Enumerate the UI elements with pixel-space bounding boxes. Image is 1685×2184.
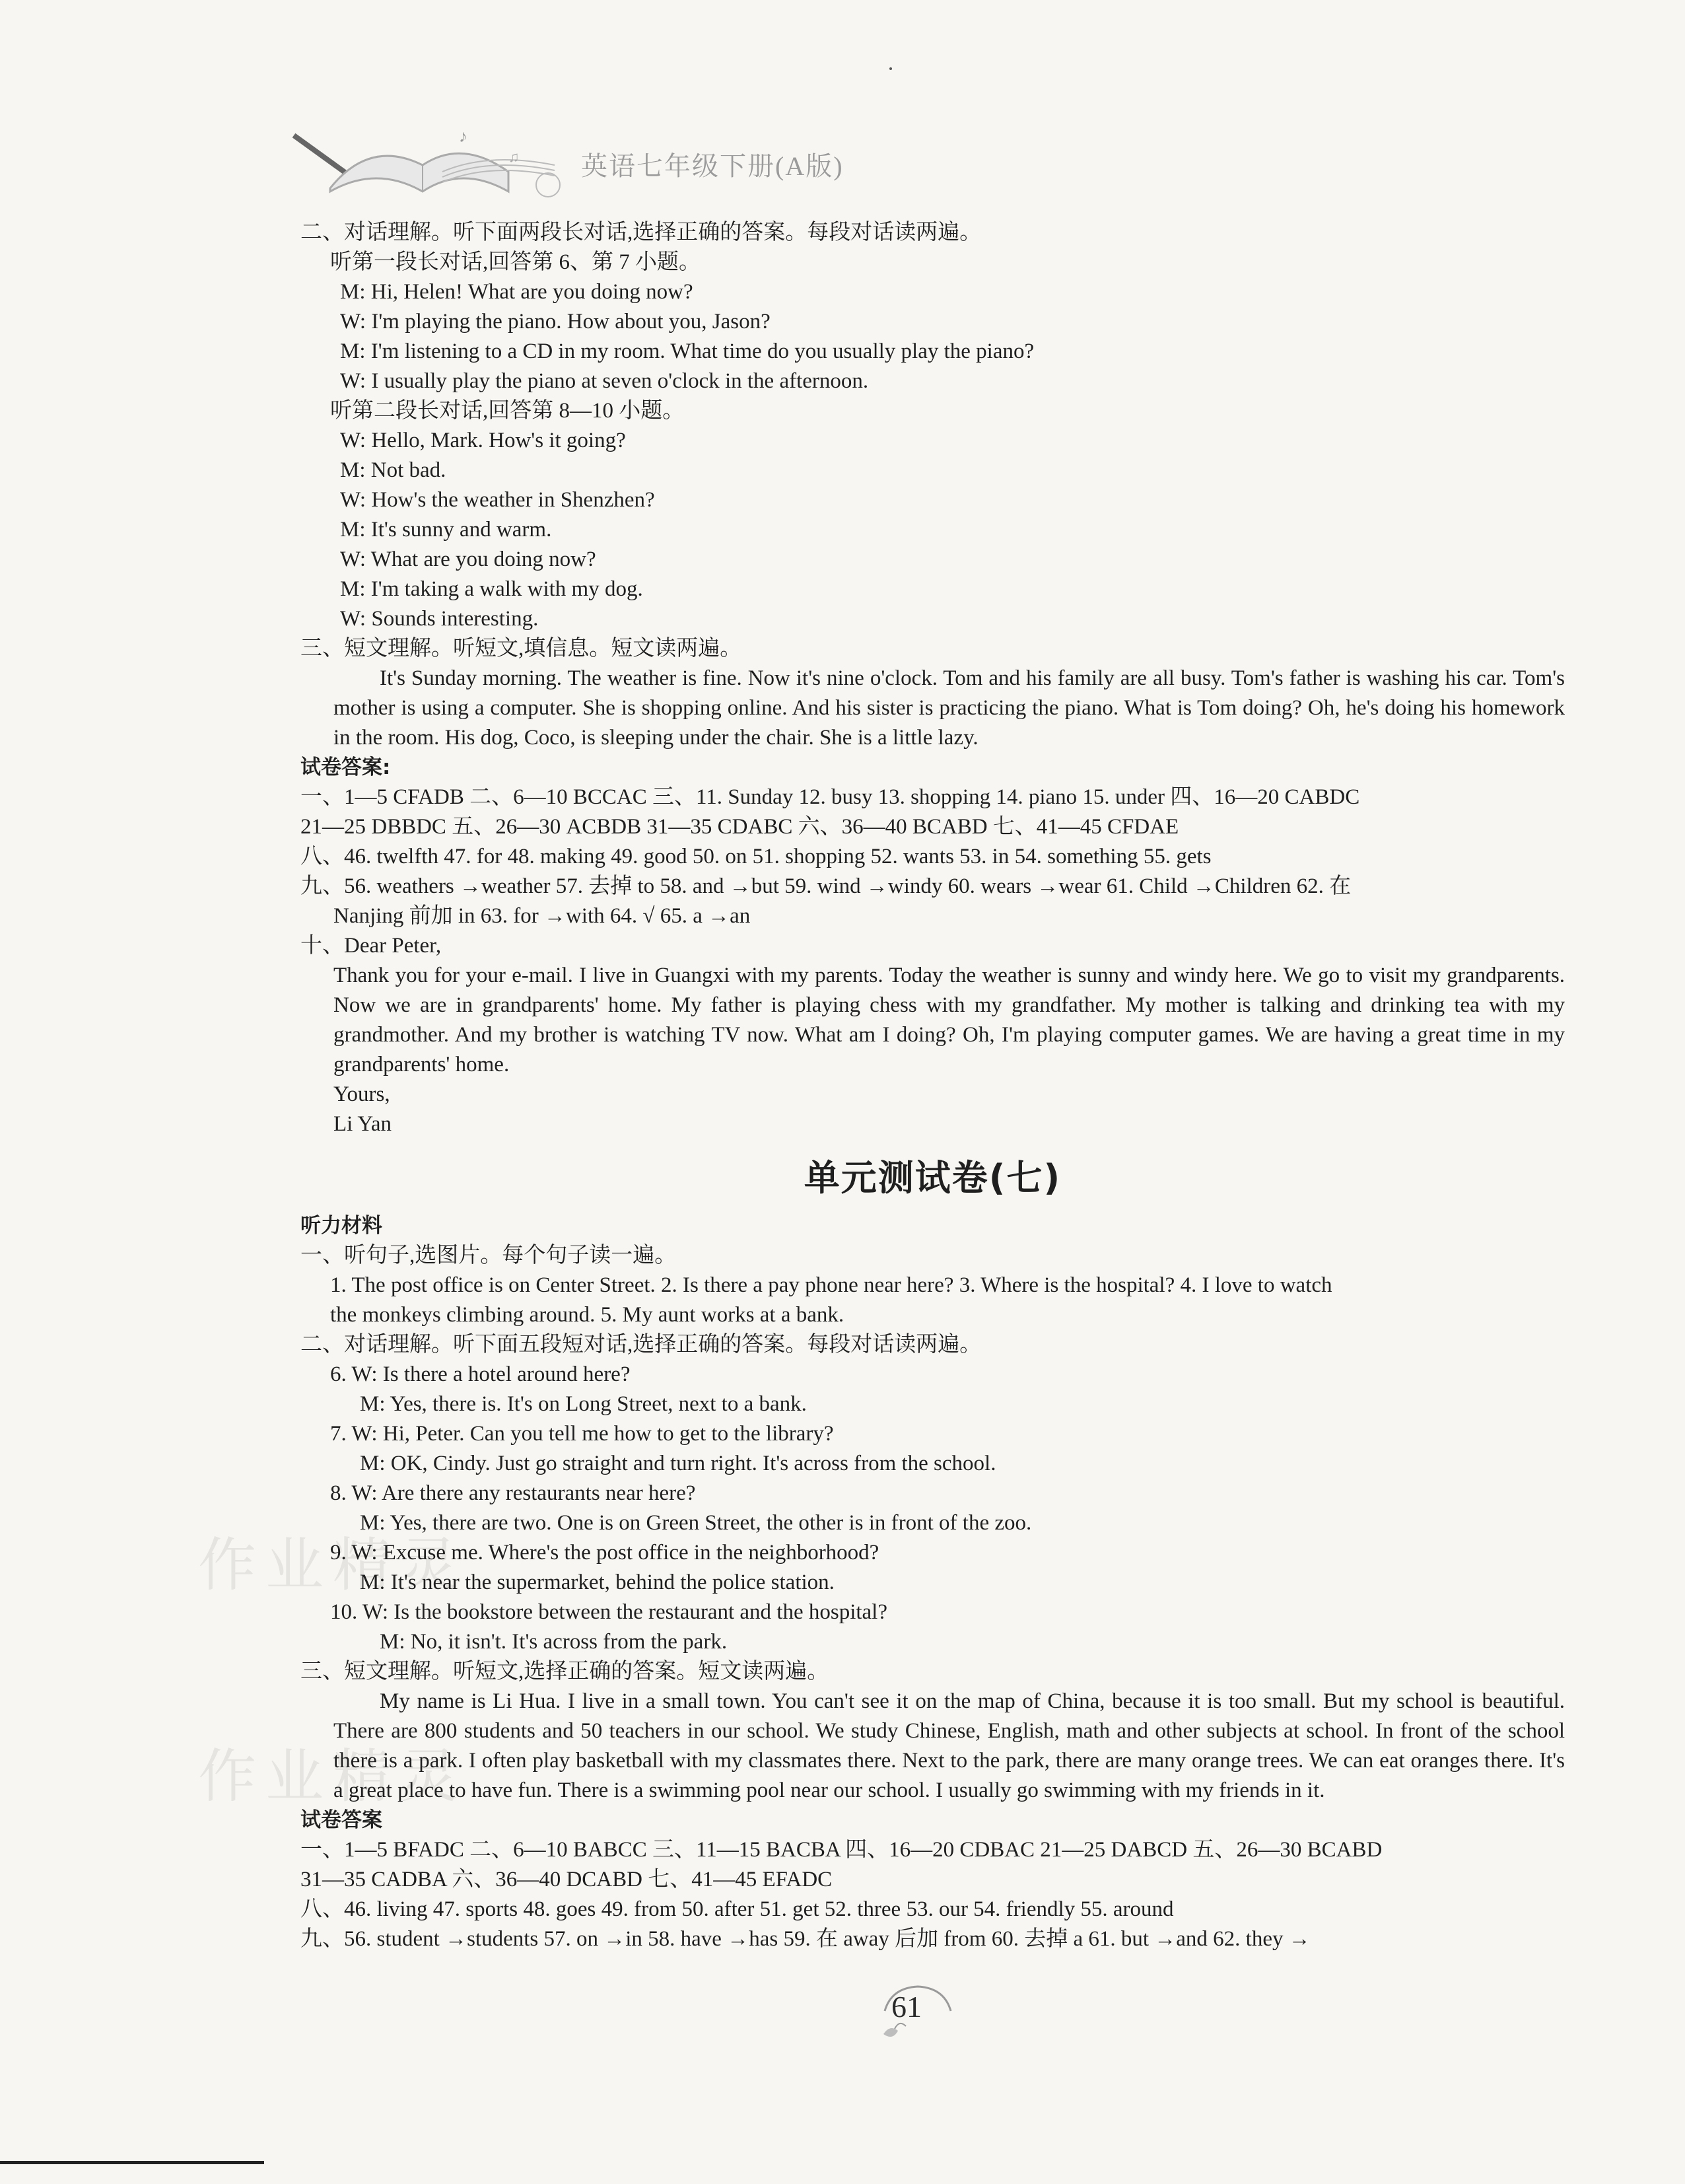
bottom-rule — [0, 2161, 264, 2164]
section-2-heading: 二、对话理解。听下面五段短对话,选择正确的答案。每段对话读两遍。 — [300, 1333, 982, 1356]
answer-line: 九、56. student →students 57. on →in 58. have →has 59. 在 away 后加 from 60. 去掉 a 61. but →and 62. they → — [300, 1927, 1311, 1951]
answers-heading: 试卷答案 — [300, 1808, 382, 1832]
dialog-line: M: Hi, Helen! What are you doing now? — [340, 280, 693, 304]
dialog-question: 10. W: Is the bookstore between the restaurant and the hospital? — [330, 1600, 887, 1624]
dialog-line: M: I'm taking a walk with my dog. — [340, 577, 643, 601]
dialog-answer: M: Yes, there are two. One is on Green Street, the other is in front of the zoo. — [360, 1511, 1032, 1535]
dialog-question: 6. W: Is there a hotel around here? — [330, 1362, 631, 1386]
dialog-answer: M: Yes, there is. It's on Long Street, next to a bank. — [360, 1392, 807, 1416]
header-title: 英语七年级下册(A版) — [581, 151, 844, 181]
document-body — [300, 218, 1565, 1954]
scan-dot — [889, 67, 892, 70]
dialog-line: W: Hello, Mark. How's it going? — [340, 429, 626, 452]
letter-signature: Li Yan — [333, 1112, 392, 1136]
answer-line: 21—25 DBBDC 五、26—30 ACBDB 31—35 CDABC 六、36—40 BCABD 七、41—45 CFDAE — [300, 815, 1179, 839]
book-music-decoration-icon — [291, 125, 568, 198]
svg-text:♫: ♫ — [508, 149, 520, 165]
answer-line: 九、56. weathers →weather 57. 去掉 to 58. and →but 59. wind →windy 60. wears →wear 61. Child →Children 62. 在 — [300, 874, 1352, 898]
watermark-upper: 作业精灵 — [198, 1531, 468, 1599]
answer-line: 八、46. living 47. sports 48. goes 49. from 50. after 51. get 52. three 53. our 54. friendly 55. around — [300, 1897, 1174, 1921]
watermark-lower: 作业精灵 — [198, 1742, 468, 1810]
dialog-line: M: Not bad. — [340, 458, 446, 482]
dialog-answer: M: It's near the supermarket, behind the police station. — [360, 1570, 835, 1594]
dialog-1-intro: 听第一段长对话,回答第 6、第 7 小题。 — [330, 250, 701, 274]
page-header — [291, 125, 1215, 198]
section-3-heading: 三、短文理解。听短文,选择正确的答案。短文读两遍。 — [300, 1660, 829, 1683]
answer-line: 八、46. twelfth 47. for 48. making 49. good 50. on 51. shopping 52. wants 53. in 54. something 55. gets — [300, 845, 1212, 868]
section-3-heading: 三、短文理解。听短文,填信息。短文读两遍。 — [300, 637, 742, 660]
letter-body: Thank you for your e-mail. I live in Guangxi with my parents. Today the weather is sunny and windy here. We go to visit my grandparents. Now we are in grandparents' home. My father is playing chess with my grandfather. My mother is talking and drinking tea with my grandmother. And my brother is watching TV now. What am I doing? Oh, I'm playing computer games. We are having a great time in my grandparents' home. — [333, 964, 1565, 1076]
answers-heading: 试卷答案: — [300, 756, 391, 779]
listening-passage: My name is Li Hua. I live in a small town. You can't see it on the map of China, because it is too small. But my school is beautiful. There are 800 students and 50 teachers in our school. We study Chinese, English, math and other subjects at school. In front of the school there is a park. I often play basketball with my classmates there. Next to the park, there are many orange trees. We can eat oranges there. It's a great place to have fun. There is a swimming pool near our school. I usually go swimming with my friends in it. — [333, 1689, 1565, 1802]
dialog-line: M: I'm listening to a CD in my room. What time do you usually play the piano? — [340, 339, 1035, 363]
dialog-answer: M: OK, Cindy. Just go straight and turn right. It's across from the school. — [360, 1452, 996, 1475]
unit-title: 单元测试卷(七) — [804, 1157, 1062, 1199]
dialog-question: 9. W: Excuse me. Where's the post office in the neighborhood? — [330, 1541, 879, 1565]
page-number-badge — [878, 1981, 957, 2041]
dialog-line: W: Sounds interesting. — [340, 607, 539, 631]
section-1-heading: 一、听句子,选图片。每个句子读一遍。 — [300, 1244, 677, 1267]
dialog-line: W: How's the weather in Shenzhen? — [340, 488, 655, 512]
letter-closing: Yours, — [333, 1082, 390, 1106]
section-10-heading: 十、Dear Peter, — [300, 934, 442, 958]
dialog-question: 7. W: Hi, Peter. Can you tell me how to get to the library? — [330, 1422, 834, 1446]
dialog-question: 8. W: Are there any restaurants near here? — [330, 1481, 696, 1505]
svg-text:♪: ♪ — [459, 127, 467, 146]
section-2-heading: 二、对话理解。听下面两段长对话,选择正确的答案。每段对话读两遍。 — [300, 221, 982, 244]
dialog-answer: M: No, it isn't. It's across from the park. — [380, 1630, 728, 1654]
answer-line: 31—35 CADBA 六、36—40 DCABD 七、41—45 EFADC — [300, 1868, 833, 1891]
dialog-line: W: I usually play the piano at seven o'clock in the afternoon. — [340, 369, 869, 393]
answer-line: Nanjing 前加 in 63. for →with 64. √ 65. a →an — [333, 904, 751, 928]
dialog-2-intro: 听第二段长对话,回答第 8—10 小题。 — [330, 399, 685, 423]
dialog-line: W: I'm playing the piano. How about you, Jason? — [340, 310, 771, 334]
dialog-line: M: It's sunny and warm. — [340, 518, 552, 542]
sentence-line: the monkeys climbing around. 5. My aunt works at a bank. — [330, 1303, 844, 1327]
listening-passage: It's Sunday morning. The weather is fine. Now it's nine o'clock. Tom and his family are all busy. Tom's father is washing his car. Tom's mother is using a computer. She is shopping online. And his sister is practicing the piano. What is Tom doing? Oh, he's doing his homework in the room. His dog, Coco, is sleeping under the chair. She is a little lazy. — [333, 666, 1565, 750]
answer-line: 一、1—5 BFADC 二、6—10 BABCC 三、11—15 BACBA 四、16—20 CDBAC 21—25 DABCD 五、26—30 BCABD — [300, 1838, 1383, 1862]
answer-line: 一、1—5 CFADB 二、6—10 BCCAC 三、11. Sunday 12. busy 13. shopping 14. piano 15. under 四、16—20 CABDC — [300, 785, 1360, 809]
dialog-line: W: What are you doing now? — [340, 547, 596, 571]
material-heading: 听力材料 — [300, 1214, 382, 1238]
page-number: 61 — [891, 1990, 922, 2024]
sentence-line: 1. The post office is on Center Street. 2. Is there a pay phone near here? 3. Where is the hospital? 4. I love to watch — [330, 1273, 1332, 1297]
